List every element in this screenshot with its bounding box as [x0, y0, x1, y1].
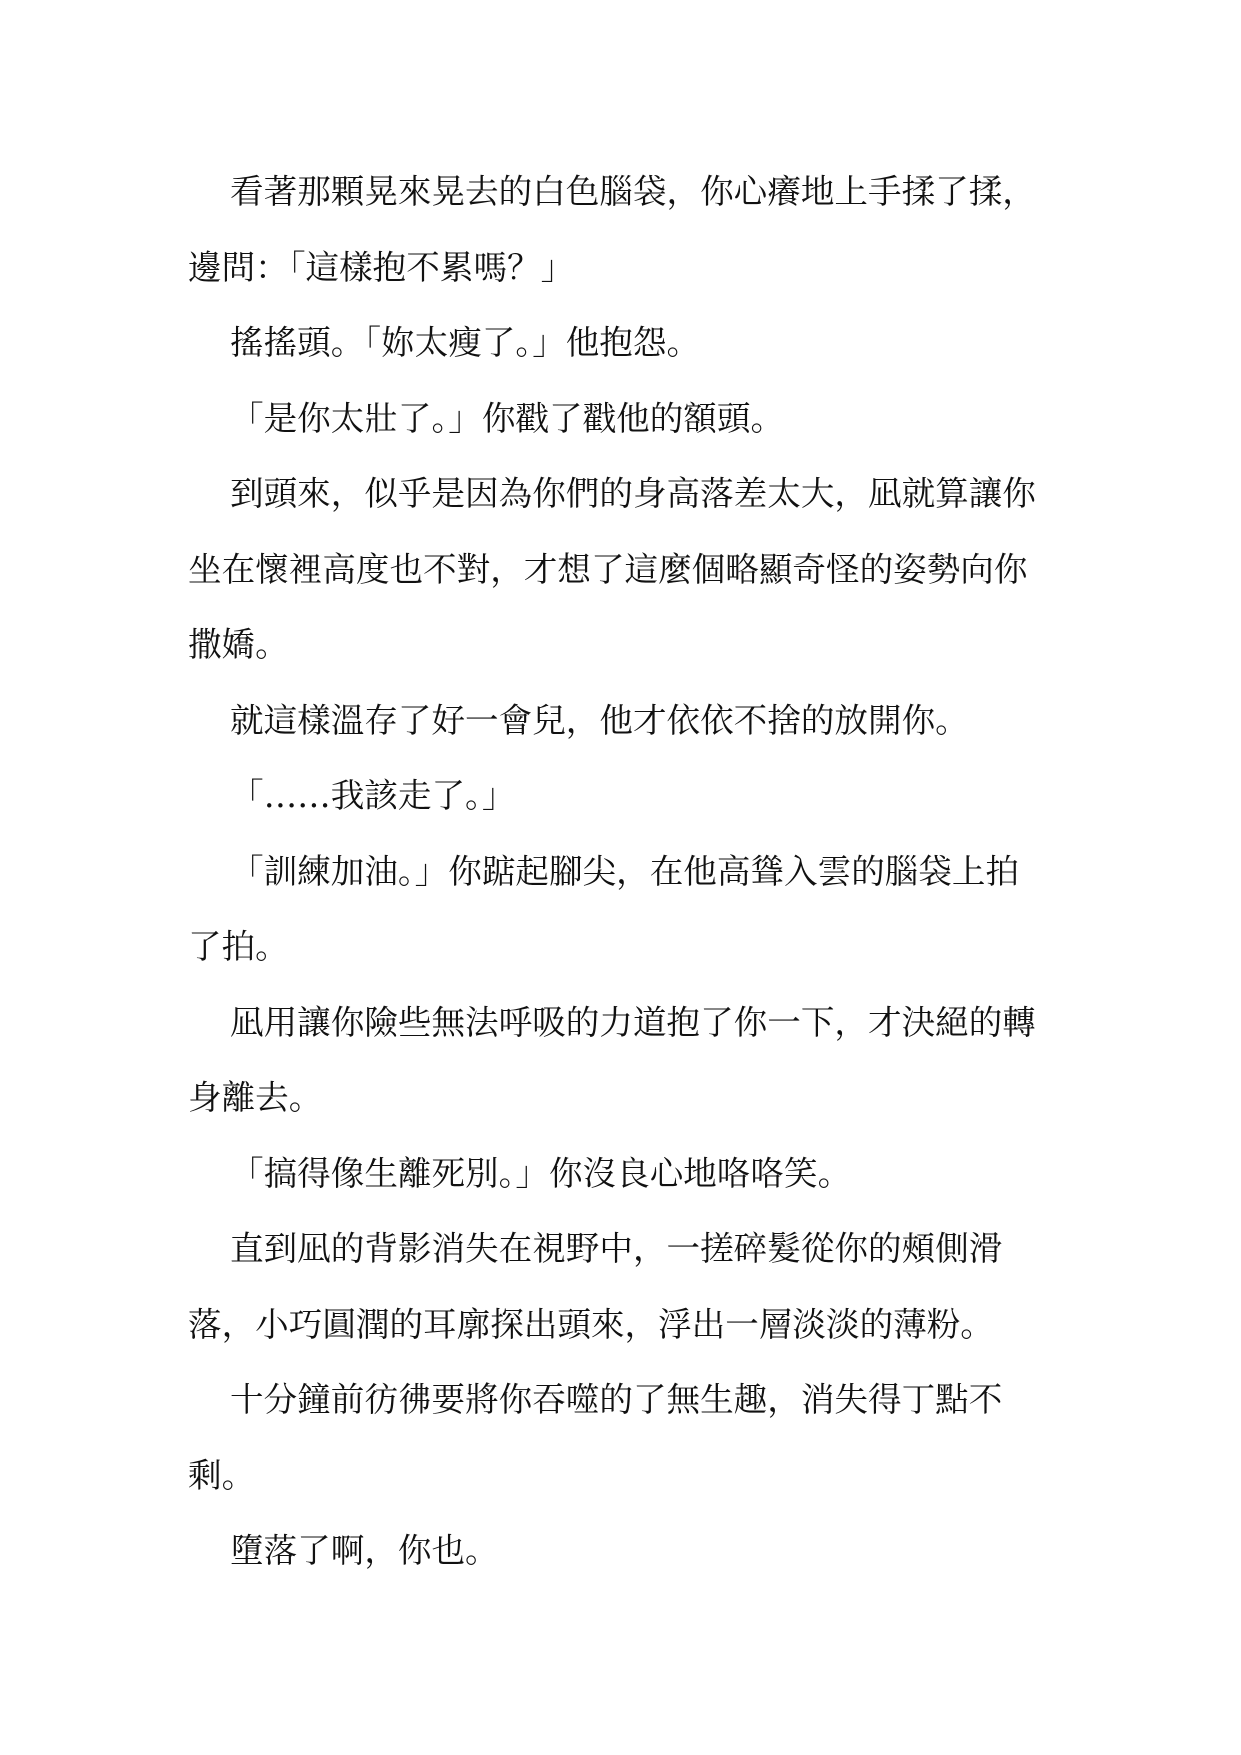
- text-line: 直到凪的背影消失在視野中，一搓碎髮從你的頰側滑: [230, 1229, 1003, 1268]
- paragraph: [188, 758, 1054, 834]
- text-line: 身離去。: [188, 1078, 323, 1117]
- text-line: 落，小巧圓潤的耳廓探出頭來，浮出一層淡淡的薄粉。: [188, 1304, 994, 1344]
- paragraph: [188, 154, 1054, 305]
- text-line: 就這樣溫存了好一會兒，他才依依不捨的放開你。: [230, 700, 969, 740]
- paragraph: [188, 1136, 1054, 1212]
- text-line: 邊問：「這樣抱不累嗎？」: [188, 247, 575, 287]
- text-line: 十分鐘前彷彿要將你吞噬的了無生趣，消失得丁點不: [230, 1380, 1003, 1419]
- text-line: 搖搖頭。「妳太瘦了。」他抱怨。: [230, 323, 701, 362]
- paragraph: [188, 381, 1054, 457]
- paragraph: [188, 834, 1054, 985]
- paragraph: [188, 1211, 1054, 1362]
- paragraph: [188, 683, 1054, 759]
- text-line: 了拍。: [188, 927, 289, 966]
- text-line: 墮落了啊，你也。: [230, 1531, 499, 1570]
- text-line: 「……我該走了。」: [230, 776, 516, 815]
- text-line: 「訓練加油。」你踮起腳尖，在他高聳入雲的腦袋上拍: [230, 851, 1020, 891]
- paragraph: [188, 305, 1054, 381]
- text-line: 看著那顆晃來晃去的白色腦袋，你心癢地上手揉了揉，: [230, 172, 1036, 211]
- paragraph: [188, 1362, 1054, 1513]
- text-line: 剩。: [188, 1455, 256, 1495]
- text-line: 凪用讓你險些無法呼吸的力道抱了你一下，才決絕的轉: [230, 1002, 1036, 1042]
- body-text: [188, 154, 1054, 1589]
- paragraph: [188, 456, 1054, 683]
- text-line: 「是你太壯了。」你戳了戳他的額頭。: [230, 398, 785, 438]
- text-line: 撒嬌。: [188, 625, 289, 664]
- paragraph: [188, 985, 1054, 1136]
- text-line: 坐在懷裡高度也不對，才想了這麼個略顯奇怪的姿勢向你: [188, 549, 1028, 589]
- text-line: 到頭來，似乎是因為你們的身高落差太大，凪就算讓你: [230, 474, 1036, 513]
- text-line: 「搞得像生離死別。」你沒良心地咯咯笑。: [230, 1153, 852, 1193]
- paragraph: [188, 1513, 1054, 1589]
